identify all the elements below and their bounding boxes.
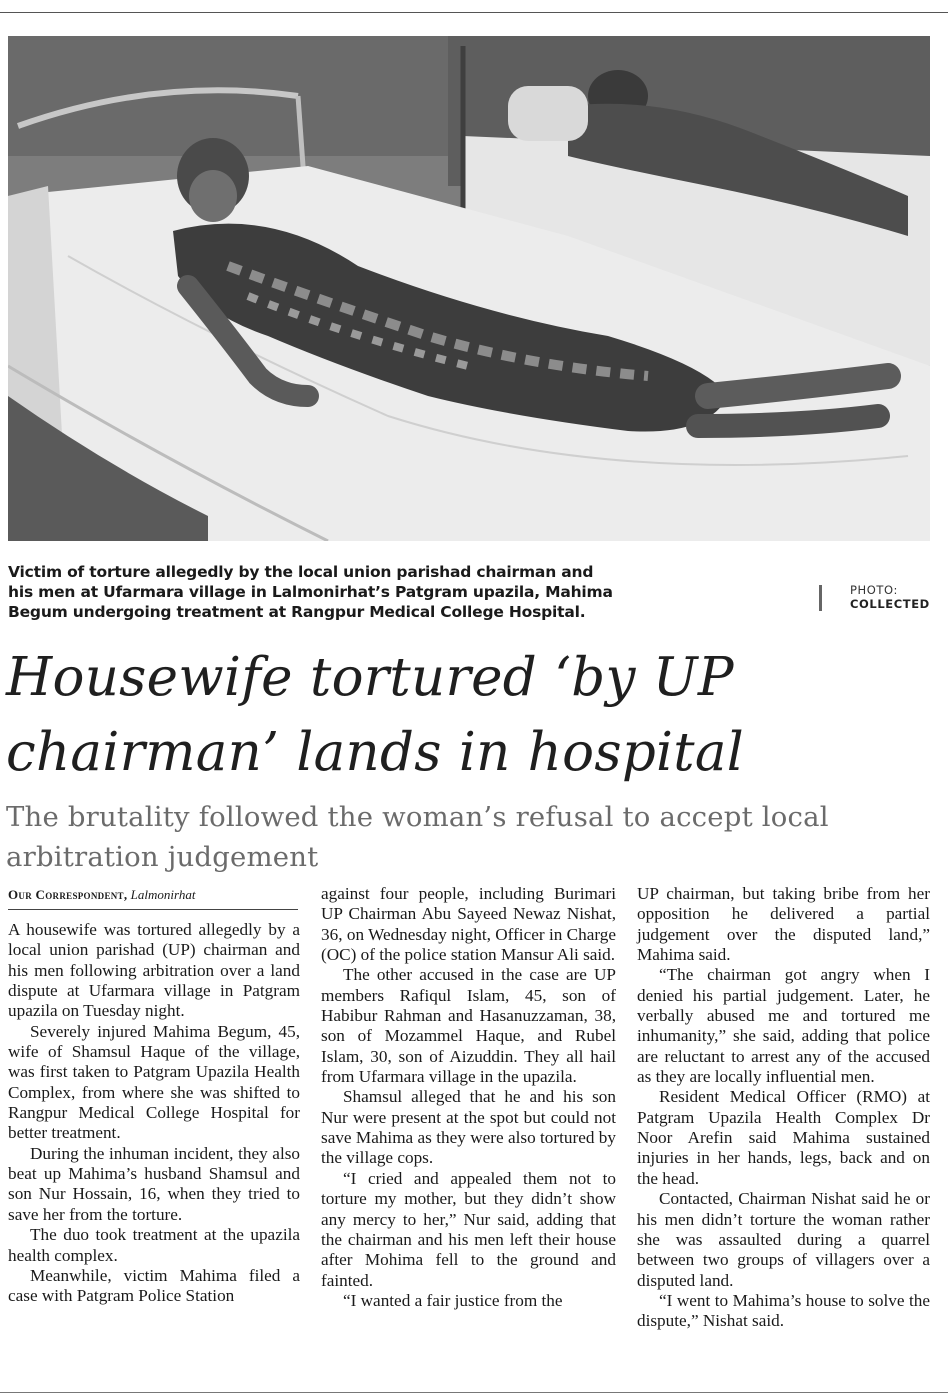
paragraph: Meanwhile, victim Mahima filed a case with Patgram Police Station — [8, 1265, 300, 1306]
byline-location: Lalmonirhat — [130, 887, 196, 902]
paragraph: A housewife was tortured allegedly by a local union parishad (UP) chairman and his men following arbitration over a land dispute at Ufarmara village in Patgram upazila on Tuesday night. — [8, 920, 300, 1021]
byline — [8, 885, 298, 910]
paragraph: “I went to Mahima’s house to solve the dispute,” Nishat said. — [637, 1290, 930, 1331]
news-photo — [8, 36, 930, 541]
paragraph: Contacted, Chairman Nishat said he or his men didn’t torture the woman rather she was assaulted during a quarrel between two groups of villagers over a disputed land. — [637, 1189, 930, 1290]
paragraph: Severely injured Mahima Begum, 45, wife of Shamsul Haque of the village, was first taken to Patgram Upazila Health Complex, from where she was shifted to Rangpur Medical College Hospital for better treatment. — [8, 1021, 300, 1143]
article-column-1 — [8, 920, 300, 1307]
paragraph: “I cried and appealed them not to torture my mother, but they didn’t show any mercy to her,” Nur said, adding that the chairman and his men left their house after Mohima fell to the ground and fainted. — [321, 1168, 616, 1290]
paragraph: Shamsul alleged that he and his son Nur were present at the spot but could not save Mahima as they were also tortured by the village cops. — [321, 1087, 616, 1168]
paragraph: Resident Medical Officer (RMO) at Patgram Upazila Health Complex Dr Noor Arefin said Mahima sustained injuries in her hands, legs, back and on the head. — [637, 1087, 930, 1188]
subheadline: The brutality followed the woman’s refusal to accept local arbitration judgement — [6, 801, 829, 873]
paragraph: UP chairman, but taking bribe from her opposition he delivered a partial judgement over the disputed land,” Mahima said. — [637, 884, 930, 965]
top-rule — [0, 12, 948, 13]
paragraph: The other accused in the case are UP members Rafiqul Islam, 45, son of Habibur Rahman and Hasanuzzaman, 38, son of Mozammel Haque, and Rubel Islam, 30, son of Aizuddin. They all hail from Ufarmara village in the upazila. — [321, 965, 616, 1087]
photo-credit — [850, 583, 930, 611]
bottom-rule — [0, 1392, 948, 1393]
credit-divider — [819, 585, 822, 611]
photo-caption: Victim of torture allegedly by the local union parishad chairman and his men at Ufarmara village in Lalmonirhat’s Patgram upazila, Mahima Begum undergoing treatment at Rangpur Medical College Hospital. — [8, 563, 613, 621]
photo-credit-value: COLLECTED — [850, 597, 930, 611]
paragraph: “The chairman got angry when I denied his partial judgement. Later, he verbally abused me and tortured me inhumanity,” she said, adding that police are reluctant to arrest any of the accused as they are locally influential men. — [637, 965, 930, 1087]
article-column-3 — [637, 884, 930, 1332]
paragraph: “I wanted a fair justice from the — [343, 1290, 563, 1310]
byline-author: Our Correspondent, — [8, 887, 128, 902]
paragraph: During the inhuman incident, they also beat up Mahima’s husband Shamsul and son Nur Hossain, 16, when they tried to save her from the torture. — [8, 1143, 300, 1224]
headline — [6, 640, 936, 790]
paragraph: The duo took treatment at the upazila health complex. — [8, 1225, 300, 1265]
headline-line-2: chairman’ lands in hospital — [6, 722, 745, 783]
article-column-2 — [321, 884, 616, 1311]
paragraph: against four people, including Burimari UP Chairman Abu Sayeed Newaz Nishat, 36, on Wednesday night, Officer in Charge (OC) of the police station Mansur Ali said. — [321, 884, 616, 965]
headline-line-1: Housewife tortured ‘by UP — [6, 647, 734, 708]
photo-credit-label: PHOTO: — [850, 583, 898, 597]
